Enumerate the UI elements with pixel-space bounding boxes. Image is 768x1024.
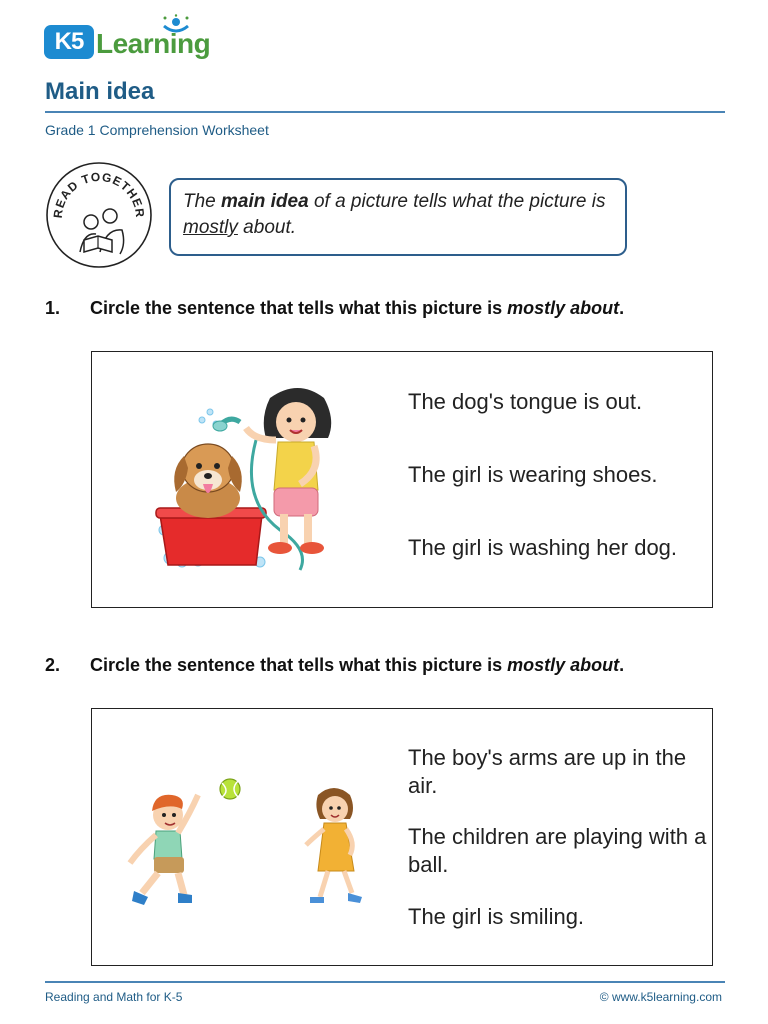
question-1-prompt bbox=[45, 298, 624, 319]
question-1-panel bbox=[91, 351, 713, 608]
logo-figure-icon bbox=[156, 14, 196, 44]
question-number: 1. bbox=[45, 298, 61, 318]
footer-website[interactable]: © www.k5learning.com bbox=[599, 990, 722, 1004]
definition-text-end: about. bbox=[237, 217, 297, 238]
question-end: . bbox=[619, 298, 625, 318]
main-idea-definition bbox=[169, 178, 627, 256]
children-playing-ball-illustration bbox=[120, 773, 370, 913]
read-together-badge-icon bbox=[44, 160, 154, 270]
question-2-prompt bbox=[45, 655, 624, 676]
definition-text-start: The bbox=[183, 191, 222, 212]
question-emphasis: mostly about bbox=[507, 298, 620, 318]
answer-option[interactable]: The girl is washing her dog. bbox=[408, 535, 678, 560]
question-emphasis: mostly about bbox=[507, 655, 620, 675]
girl-washing-dog-illustration bbox=[150, 380, 350, 575]
answer-option[interactable]: The boy's arms are up in the air. bbox=[408, 745, 687, 798]
question-end: . bbox=[619, 655, 625, 675]
question-text: Circle the sentence that tells what this picture is bbox=[90, 298, 508, 318]
answer-option[interactable]: The girl is wearing shoes. bbox=[408, 462, 658, 487]
footer-divider bbox=[45, 981, 725, 983]
definition-underlined-word: mostly bbox=[183, 217, 238, 238]
logo-wordmark: Learning bbox=[96, 28, 211, 59]
footer-tagline: Reading and Math for K-5 bbox=[45, 990, 183, 1004]
answer-option[interactable]: The dog's tongue is out. bbox=[408, 389, 643, 414]
k5-learning-logo bbox=[44, 14, 224, 64]
answer-option[interactable]: The children are playing with a ball. bbox=[408, 824, 707, 877]
page-title: Main idea bbox=[45, 78, 155, 105]
answer-option[interactable]: The girl is smiling. bbox=[408, 904, 585, 929]
question-2-panel bbox=[91, 708, 713, 966]
header-divider bbox=[45, 111, 725, 113]
badge-text: READ TOGETHER bbox=[50, 169, 148, 219]
question-number: 2. bbox=[45, 655, 61, 675]
definition-key-term: main idea bbox=[221, 191, 309, 212]
worksheet-subtitle: Grade 1 Comprehension Worksheet bbox=[45, 122, 269, 138]
logo-badge-text: K5 bbox=[54, 28, 84, 55]
question-text: Circle the sentence that tells what this picture is bbox=[90, 655, 508, 675]
definition-text-middle: of a picture tells what the picture is bbox=[308, 191, 606, 212]
